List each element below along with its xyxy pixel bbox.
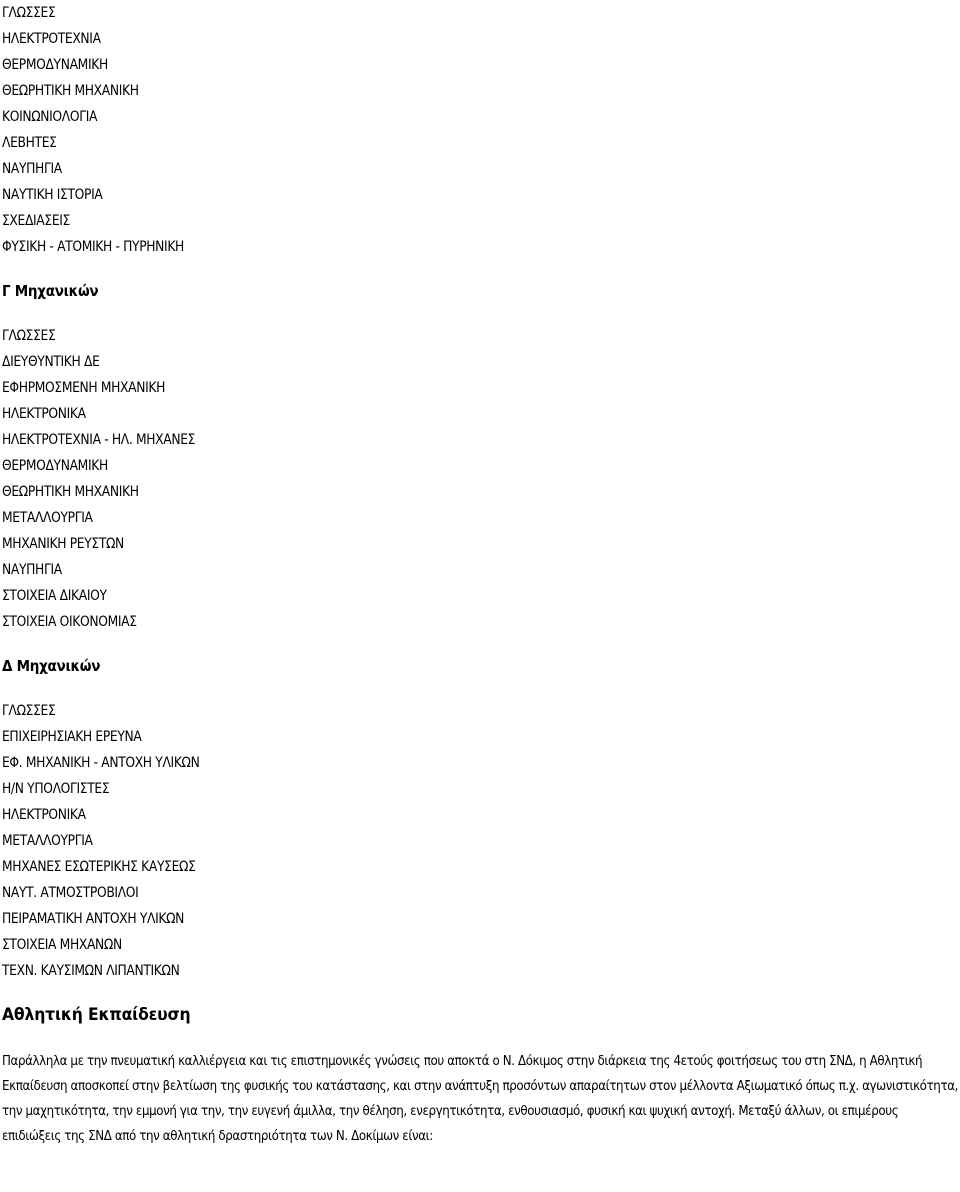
- list-item: ΕΦ. ΜΗΧΑΝΙΚΗ - ΑΝΤΟΧΗ ΥΛΙΚΩΝ: [2, 755, 200, 771]
- list-item: ΘΕΡΜΟΔΥΝΑΜΙΚΗ: [2, 57, 108, 73]
- list-item: ΝΑΥΠΗΓΙΑ: [2, 562, 62, 578]
- list-item: ΓΛΩΣΣΕΣ: [2, 328, 56, 344]
- section-heading-g: Γ Μηχανικών: [2, 282, 99, 300]
- list-item: ΕΦΗΡΜΟΣΜΕΝΗ ΜΗΧΑΝΙΚΗ: [2, 380, 166, 396]
- list-item: ΜΗΧΑΝΙΚΗ ΡΕΥΣΤΩΝ: [2, 536, 124, 552]
- list-item: ΠΕΙΡΑΜΑΤΙΚΗ ΑΝΤΟΧΗ ΥΛΙΚΩΝ: [2, 911, 185, 927]
- list-item: ΣΤΟΙΧΕΙΑ ΔΙΚΑΙΟΥ: [2, 588, 107, 604]
- document-page: [2, 0, 958, 1149]
- list-item: ΕΠΙΧΕΙΡΗΣΙΑΚΗ ΕΡΕΥΝΑ: [2, 729, 142, 745]
- section-d-course-list: [2, 698, 958, 984]
- list-item: ΦΥΣΙΚΗ - ΑΤΟΜΙΚΗ - ΠΥΡΗΝΙΚΗ: [2, 239, 184, 255]
- list-item: ΗΛΕΚΤΡΟΤΕΧΝΙΑ - ΗΛ. ΜΗΧΑΝΕΣ: [2, 432, 196, 448]
- list-item: ΔΙΕΥΘΥΝΤΙΚΗ ΔΕ: [2, 354, 100, 370]
- list-item: ΜΕΤΑΛΛΟΥΡΓΙΑ: [2, 510, 93, 526]
- list-item: ΣΤΟΙΧΕΙΑ ΟΙΚΟΝΟΜΙΑΣ: [2, 614, 137, 630]
- list-item: ΛΕΒΗΤΕΣ: [2, 135, 57, 151]
- athletic-education-paragraph: Παράλληλα με την πνευματική καλλιέργεια και τις επιστημονικές γνώσεις που αποκτά ο Ν. Δόκιμος στην διάρκεια της 4ετούς φοιτήσεως του στη ΣΝΔ, η Αθλητική Εκπαίδευση αποσκοπεί στην βελτίωση της φυσικής του κατάστασης, και στην ανάπτυξη προσόντων απαραίτητων στον μέλλοντα Αξιωματικό όπως π.χ. αγωνιστικότητα, την μαχητικότητα, την εμμονή για την, την ευγενή άμιλλα, την θέληση, ενεργητικότητα, ενθουσιασμό, φυσική και ψυχική αντοχή. Μεταξύ άλλων, οι επιμέρους επιδιώξεις της ΣΝΔ από την αθλητική δραστηριότητα των Ν. Δοκίμων είναι:: [2, 1053, 959, 1144]
- list-item: ΝΑΥΤΙΚΗ ΙΣΤΟΡΙΑ: [2, 187, 103, 203]
- athletic-education-heading: Αθλητική Εκπαίδευση: [2, 1005, 191, 1025]
- list-item: ΗΛΕΚΤΡΟΝΙΚΑ: [2, 406, 86, 422]
- top-course-list: [2, 0, 958, 260]
- section-heading-d: Δ Μηχανικών: [2, 657, 101, 675]
- list-item: ΚΟΙΝΩΝΙΟΛΟΓΙΑ: [2, 109, 98, 125]
- list-item: ΤΕΧΝ. ΚΑΥΣΙΜΩΝ ΛΙΠΑΝΤΙΚΩΝ: [2, 963, 180, 979]
- list-item: ΓΛΩΣΣΕΣ: [2, 703, 56, 719]
- list-item: ΣΧΕΔΙΑΣΕΙΣ: [2, 213, 70, 229]
- list-item: ΜΗΧΑΝΕΣ ΕΣΩΤΕΡΙΚΗΣ ΚΑΥΣΕΩΣ: [2, 859, 196, 875]
- list-item: ΗΛΕΚΤΡΟΤΕΧΝΙΑ: [2, 31, 101, 47]
- list-item: ΓΛΩΣΣΕΣ: [2, 5, 56, 21]
- list-item: ΘΕΡΜΟΔΥΝΑΜΙΚΗ: [2, 458, 108, 474]
- list-item: ΜΕΤΑΛΛΟΥΡΓΙΑ: [2, 833, 93, 849]
- list-item: ΘΕΩΡΗΤΙΚΗ ΜΗΧΑΝΙΚΗ: [2, 83, 139, 99]
- list-item: Η/Ν ΥΠΟΛΟΓΙΣΤΕΣ: [2, 781, 110, 797]
- list-item: ΘΕΩΡΗΤΙΚΗ ΜΗΧΑΝΙΚΗ: [2, 484, 139, 500]
- list-item: ΝΑΥΠΗΓΙΑ: [2, 161, 62, 177]
- list-item: ΣΤΟΙΧΕΙΑ ΜΗΧΑΝΩΝ: [2, 937, 122, 953]
- section-g-course-list: [2, 323, 958, 635]
- list-item: ΝΑΥΤ. ΑΤΜΟΣΤΡΟΒΙΛΟΙ: [2, 885, 139, 901]
- list-item: ΗΛΕΚΤΡΟΝΙΚΑ: [2, 807, 86, 823]
